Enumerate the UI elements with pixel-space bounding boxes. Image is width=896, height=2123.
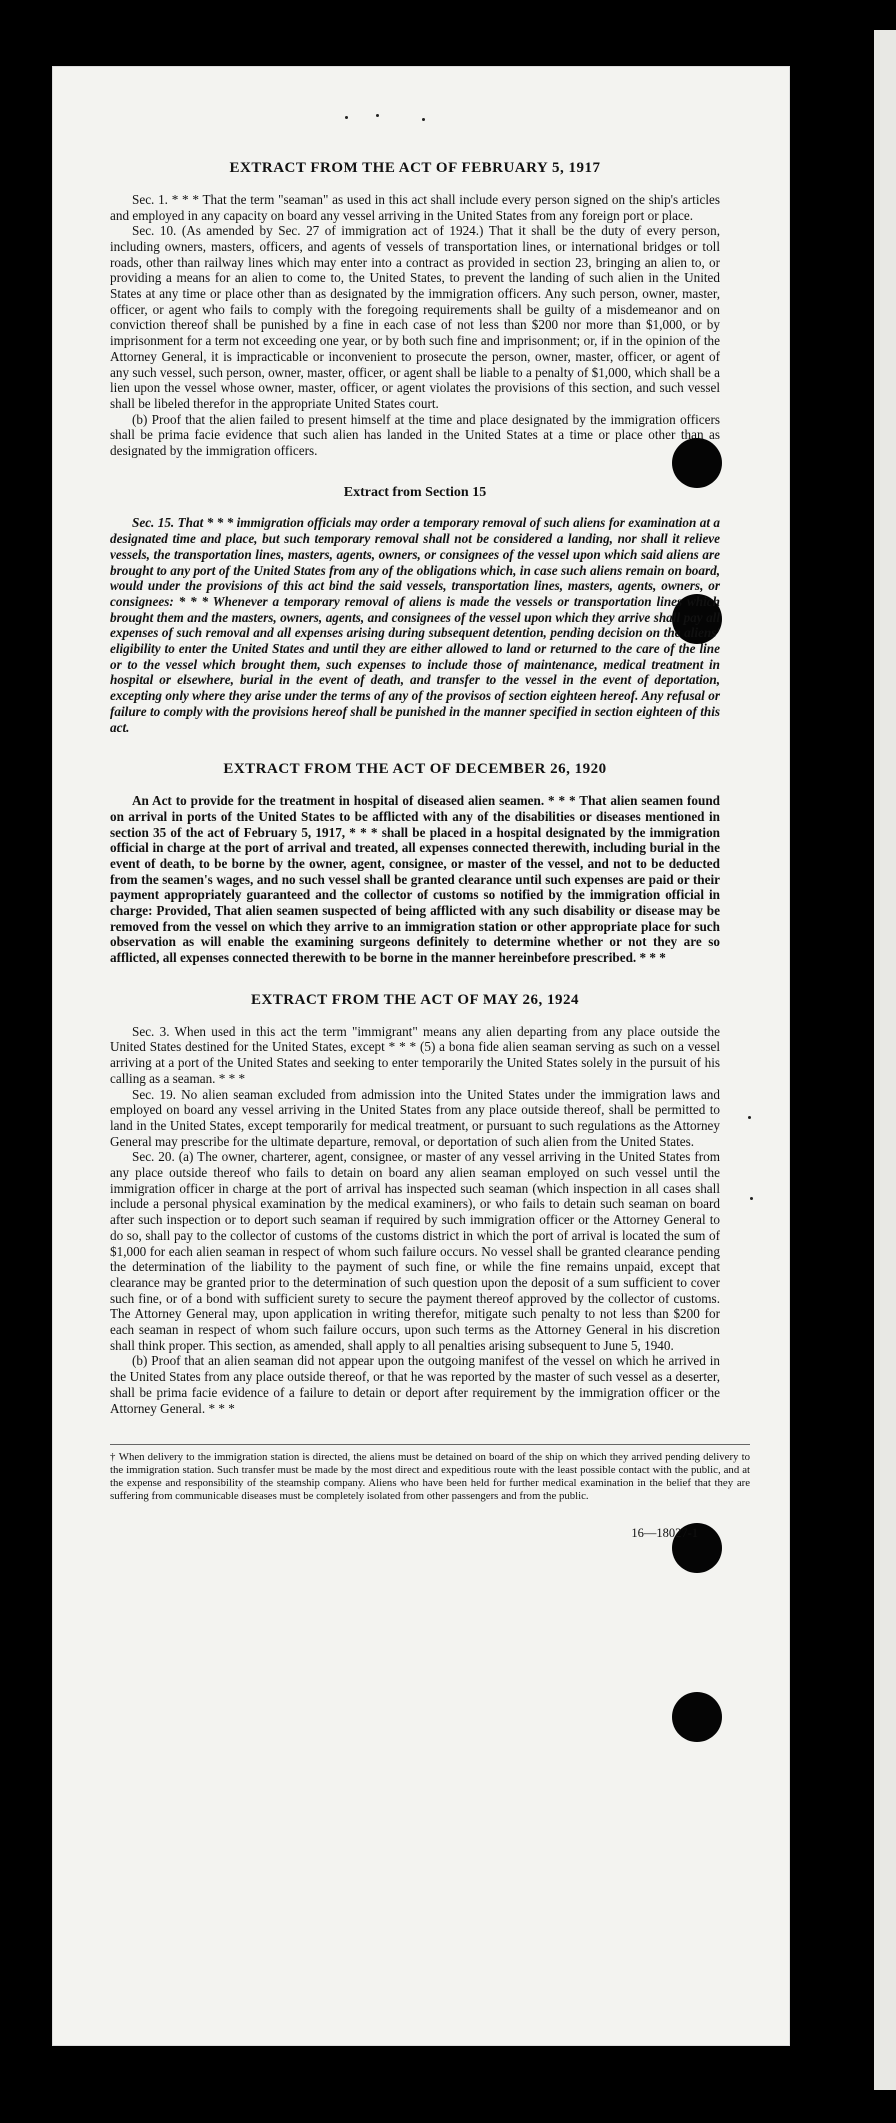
document-text xyxy=(110,160,750,1541)
speck-mark xyxy=(345,116,348,119)
scanner-edge-strip xyxy=(874,30,896,2090)
section-heading: EXTRACT FROM THE ACT OF MAY 26, 1924 xyxy=(250,991,580,1008)
speck-mark xyxy=(748,1116,751,1119)
form-number: 16—18027-1 xyxy=(631,1526,698,1541)
speck-mark xyxy=(422,118,425,121)
act-1920-section xyxy=(110,761,720,966)
act-1917-section xyxy=(110,160,720,459)
act-1924-section xyxy=(110,992,720,1416)
paragraph: An Act to provide for the treatment in hospital of diseased alien seamen. * * * That alien seamen found on arrival in ports of the United States to be afflicted with any of the disabilities or diseases mentioned in section 35 of the act of February 5, 1917, * * * shall be placed in a hospital designated by the immigration official in charge at the port of arrival and treated, all expenses connected therewith, including burial in the event of death, to be borne by the owner, agent, consignee, or master of the vessel, and not to be deducted from the seamen's wages, and no such vessel shall be granted clearance until such expenses are paid or their payment appropriately guaranteed and the collector of customs so notified by the immigration official in charge: Provided, That alien seamen suspected of being afflicted with any such disability or disease may be removed from the vessel on which they arrive to an immigration station or other appropriate place for such observation as will enable the examining surgeons definitely to determine whether or not they are so afflicted, all expenses connected therewith to be borne in the manner hereinbefore prescribed. * * * xyxy=(110,793,720,966)
speck-mark xyxy=(750,1197,753,1200)
paragraph: Sec. 3. When used in this act the term "immigrant" means any alien departing from any place outside the United States destined for the United States, except * * * (5) a bona fide alien seaman serving as such on a vessel arriving at a port of the United States and seeking to enter temporarily the United States solely in the pursuit of his calling as a seaman. * * * xyxy=(110,1023,720,1086)
punch-hole xyxy=(672,1692,722,1742)
section-15-extract xyxy=(110,485,720,736)
section-heading: EXTRACT FROM THE ACT OF FEBRUARY 5, 1917 xyxy=(229,160,601,176)
paragraph: Sec. 20. (a) The owner, charterer, agent, consignee, or master of any vessel arriving in the United States from any place outside thereof who fails to detain on board any alien seaman employed on such vessel until the immigration officer in charge at the port of arrival has inspected such seaman (which inspection in all cases shall include a personal physical examination by the medical examiners), or who fails to detain such seaman on board after such inspection or to deport such seaman if required by such immigration officer or the Attorney General to do so, shall pay to the collector of customs of the customs district in which the port of arrival is located the sum of $1,000 for each alien seaman in respect of whom such failure occurs. No vessel shall be granted clearance pending the determination of the liability to the payment of such fine, or while the fine remains unpaid, except that clearance may be granted prior to the determination of such question upon the deposit of a sum sufficient to cover such fine, or of a bond with sufficient surety to secure the payment thereof approved by the collector of customs. The Attorney General may, upon application in writing therefor, mitigate such penalty to not less than $200 for each seaman in respect of whom such failure occurs, upon such terms as the Attorney General in his discretion shall think proper. This section, as amended, shall apply to all penalties arising subsequent to June 5, 1940. xyxy=(110,1149,720,1353)
paragraph: Sec. 15. That * * * immigration officials may order a temporary removal of such aliens for examination at a designated time and place, but such temporary removal shall not be considered a landing, nor shall it relieve vessels, the transportation lines, masters, agents, owners, or consignees of the vessel upon which said aliens are brought to any port of the United States from any of the obligations which, in case such aliens remain on board, would under the provisions of this act bind the said vessels, transportation lines, masters, agents, owners, or consignees: * * * Whenever a temporary removal of aliens is made the vessels or transportation lines which brought them and the masters, owners, agents, and consignees of the vessel upon which they arrive shall pay all expenses of such removal and all expenses arising during subsequent detention, pending decision on the aliens' eligibility to enter the United States and until they are either allowed to land or returned to the care of the line or to the vessel which brought them, such expenses to include those of maintenance, medical treatment in hospital or elsewhere, burial in the event of death, and transfer to the vessel in the event of deportation, excepting only where they arise under the terms of any of the provisos of section eighteen hereof. Any refusal or failure to comply with the provisions hereof shall be punished in the manner specified in section eighteen of this act. xyxy=(110,515,720,735)
section-heading: EXTRACT FROM THE ACT OF DECEMBER 26, 1920 xyxy=(223,761,607,778)
paragraph: Sec. 10. (As amended by Sec. 27 of immigration act of 1924.) That it shall be the duty of every person, including owners, masters, officers, and agents of vessels of transportation lines, or international bridges or toll roads, other than railway lines which may enter into a contract as provided in section 23, bringing an alien to, or providing a means for an alien to come to, the United States, to prevent the landing of such alien in the United States at any time or place other than as designated by the immigration officers. Any such person, owner, master, officer, or agent who fails to comply with the foregoing requirements shall be guilty of a misdemeanor and on conviction thereof shall be punished by a fine in each case of not less than $200 nor more than $1,000, or by imprisonment for a term not exceeding one year, or by both such fine and imprisonment; or, if in the opinion of the Attorney General, it is impracticable or inconvenient to prosecute the person, owner, master, officer, or agent of any such vessel, such person, owner, master, officer, or agent shall be liable to a penalty of $1,000, which shall be a lien upon the vessel whose owner, master, officer, or agent violates the provisions of this section, and such vessel shall be libeled therefor in the appropriate United States court. xyxy=(110,223,720,411)
paragraph: (b) Proof that an alien seaman did not appear upon the outgoing manifest of the vessel on which he arrived in the United States from any place outside thereof, or that he was reported by the master of such vessel as a deserter, shall be prima facie evidence of a failure to detain or deport after requirement by the immigration officer or the Attorney General. * * * xyxy=(110,1353,720,1416)
paragraph: Sec. 19. No alien seaman excluded from admission into the United States under the immigration laws and employed on board any vessel arriving in the United States from any place outside thereof, shall be permitted to land in the United States, except temporarily for medical treatment, or pursuant to such regulations as the Attorney General may prescribe for the ultimate departure, removal, or deportation of such alien from the United States. xyxy=(110,1086,720,1149)
footnote: † When delivery to the immigration station is directed, the aliens must be detained on board of the ship on which they arrived pending delivery to the immigration station. Such transfer must be made by the most direct and expeditious route with the least possible contact with the public, and at the expense and responsibility of the steamship company. Aliens who have been held for further medical examination in the belief that they are suffering from communicable diseases must be completely isolated from other passengers and from the public. xyxy=(110,1444,750,1502)
speck-mark xyxy=(376,114,379,117)
paragraph: (b) Proof that the alien failed to present himself at the time and place designated by the immigration officers shall be prima facie evidence that such alien has landed in the United States at a time or place other than as designated by the immigration officers. xyxy=(110,411,720,459)
subsection-heading: Extract from Section 15 xyxy=(343,484,487,500)
paragraph: Sec. 1. * * * That the term "seaman" as used in this act shall include every person signed on the ship's articles and employed in any capacity on board any vessel arriving in the United States from any foreign port or place. xyxy=(110,191,720,223)
